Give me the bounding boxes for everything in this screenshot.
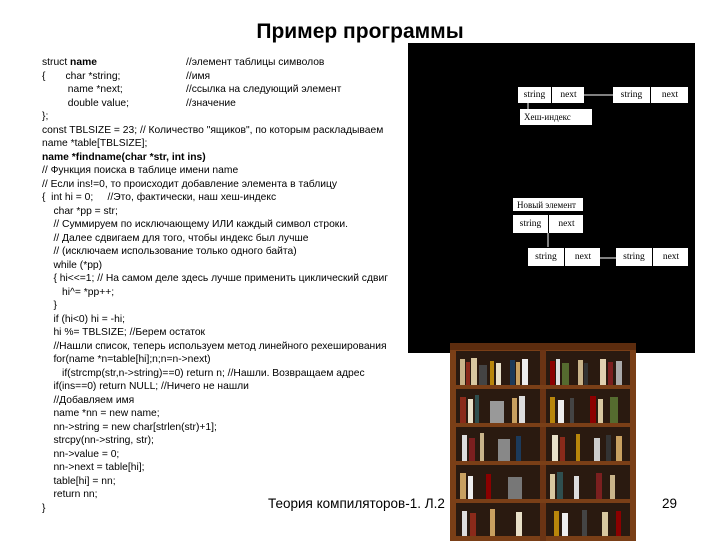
code-text: { char *string; xyxy=(42,70,121,82)
code-text: // Суммируем по исключающему ИЛИ каждый символ строки. xyxy=(42,219,348,230)
node-next-cell: next xyxy=(551,87,585,103)
code-text: }; xyxy=(42,111,49,122)
code-text: { hi<<=1; // На самом деле здесь лучше применить циклический сдвиг xyxy=(42,273,388,284)
node-box xyxy=(616,248,688,266)
node-next-cell: next xyxy=(650,87,689,103)
new-element-label: Новый элемент xyxy=(513,198,583,211)
code-comment: //ссылка на следующий элемент xyxy=(186,84,342,95)
code-text: hi^= *pp++; xyxy=(42,286,115,298)
bookshelf-image xyxy=(450,343,636,541)
code-text: if(ins==0) return NULL; //Ничего не нашли xyxy=(42,381,249,392)
node-string-cell: string xyxy=(535,252,557,262)
code-text: //Добавляем имя xyxy=(42,394,135,406)
code-text: nn->next = table[hi]; xyxy=(42,462,145,473)
page-number: 29 xyxy=(662,496,678,511)
code-text: table[hi] = nn; xyxy=(42,475,116,487)
node-box xyxy=(613,87,688,103)
node-next-cell: next xyxy=(564,248,601,266)
code-text: name *nn = new name; xyxy=(42,408,160,419)
code-text: if(strcmp(str,n->string)==0) return n; //Нашли. Возвращаем адрес xyxy=(42,367,365,379)
code-text: const TBLSIZE = 23; // Количество "ящиков", по которым раскладываем xyxy=(42,124,384,136)
code-text: char *pp = str; xyxy=(42,205,118,217)
code-text: { int hi = 0; //Это, фактически, наш хеш-индекс xyxy=(42,192,277,203)
footer-text: Теория компиляторов-1. Л.2 xyxy=(268,496,445,511)
code-text: name *table[TBLSIZE]; xyxy=(42,138,148,149)
node-string-cell: string xyxy=(620,90,643,100)
code-bold-text: name xyxy=(70,57,97,68)
code-text: // Если ins!=0, то происходит добавление элемента в таблицу xyxy=(42,178,338,190)
code-text: while (*pp) xyxy=(42,259,103,271)
node-string-cell: string xyxy=(519,219,542,229)
node-box xyxy=(513,215,583,233)
node-next-cell: next xyxy=(548,215,584,233)
code-comment: //элемент таблицы символов xyxy=(186,57,325,68)
code-text: nn->string = new char[strlen(str)+1]; xyxy=(42,421,217,433)
code-text: } xyxy=(42,502,46,514)
code-text: return nn; xyxy=(42,489,98,500)
code-text: nn->value = 0; xyxy=(42,448,120,460)
code-comment: //имя xyxy=(186,70,211,82)
code-text: struct xyxy=(42,57,71,68)
code-bold-text: name *findname(char *str, int ins) xyxy=(42,151,206,163)
hash-table-diagram xyxy=(408,43,695,353)
code-text: //Нашли список, теперь используем метод линейного рехеширования xyxy=(42,340,387,352)
code-text: for(name *n=table[hi];n;n=n->next) xyxy=(42,354,211,365)
node-string-cell: string xyxy=(523,90,546,100)
code-text: // (исключаем использование только одного байта) xyxy=(42,246,297,257)
code-comment: //значение xyxy=(186,97,236,109)
code-text: } xyxy=(42,300,57,311)
node-string-cell: string xyxy=(623,252,645,262)
code-text: if (hi<0) hi = -hi; xyxy=(42,313,125,325)
node-box xyxy=(528,248,600,266)
hash-index-label: Хеш-индекс xyxy=(520,109,592,125)
node-next-cell: next xyxy=(652,248,689,266)
code-text: // Далее сдвигаем для того, чтобы индекс был лучше xyxy=(42,232,309,244)
code-text: double value; xyxy=(42,97,130,109)
code-text: // Функция поиска в таблице имени name xyxy=(42,165,239,176)
node-box xyxy=(518,87,584,103)
code-text: hi %= TBLSIZE; //Берем остаток xyxy=(42,327,206,338)
code-text: name *next; xyxy=(42,84,123,95)
code-text: strcpy(nn->string, str); xyxy=(42,435,154,446)
slide-title: Пример программы xyxy=(256,20,464,43)
